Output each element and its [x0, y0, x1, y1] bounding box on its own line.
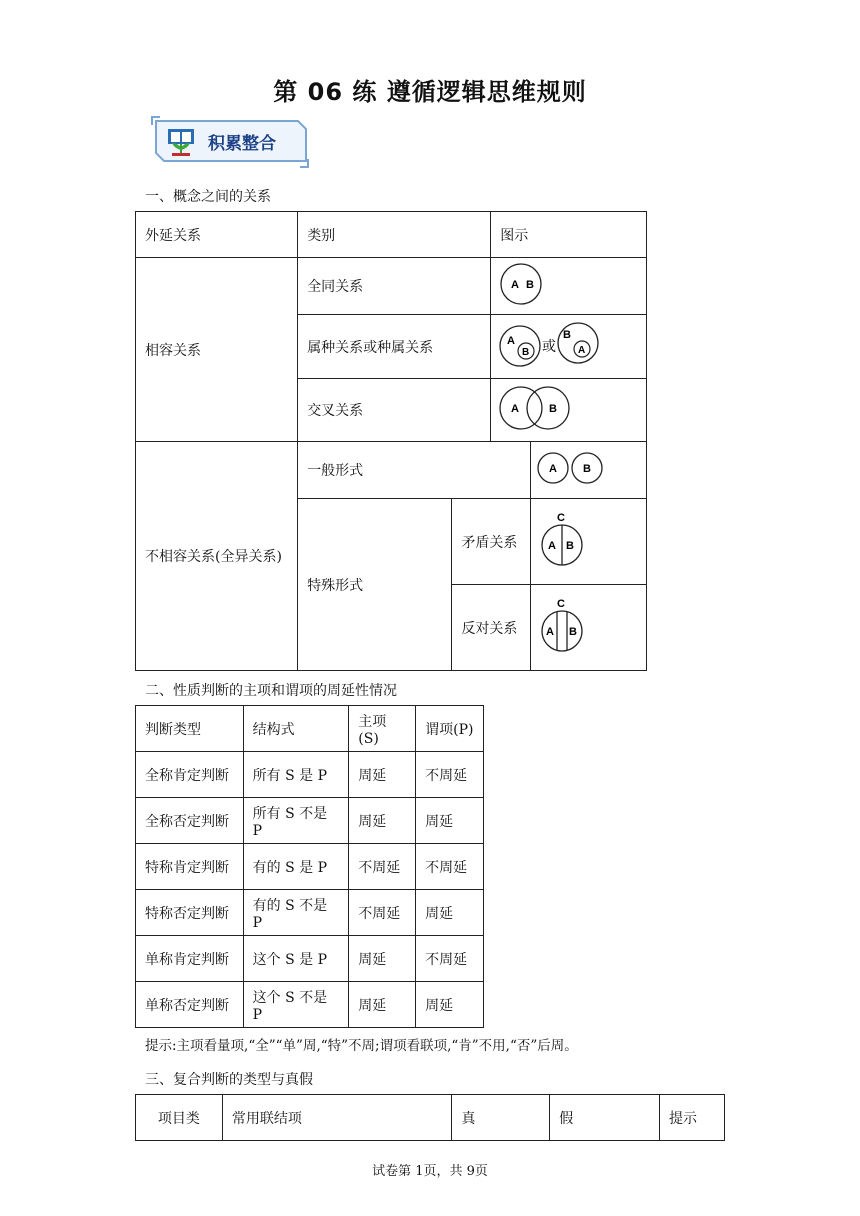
table-row	[136, 936, 484, 982]
section-badge	[150, 115, 310, 169]
page-title: 第 06 练 遵循逻辑思维规则	[273, 78, 587, 106]
svg-text:A: A	[507, 334, 516, 347]
cell: 所有 S 是 P	[243, 752, 349, 798]
cross-cell: 交叉关系	[298, 379, 491, 442]
table-row	[136, 982, 484, 1028]
cell: 周延	[349, 936, 416, 982]
cell: 全称否定判断	[136, 798, 244, 844]
cell: 不周延	[349, 890, 416, 936]
svg-text:A: A	[549, 463, 558, 475]
svg-text:B: B	[526, 279, 535, 291]
cell: 周延	[349, 752, 416, 798]
genus-cell: 属种关系或种属关系	[298, 315, 491, 379]
cell: 周延	[349, 982, 416, 1028]
cell: 单称肯定判断	[136, 936, 244, 982]
table-row	[136, 890, 484, 936]
cell: 有的 S 不是 P	[243, 890, 349, 936]
svg-text:C: C	[557, 511, 566, 524]
identical-diagram	[491, 258, 647, 315]
header-cell: 主项(S)	[349, 706, 416, 752]
svg-text:A: A	[548, 539, 557, 552]
table-row	[136, 798, 484, 844]
identical-cell: 全同关系	[298, 258, 491, 315]
svg-text:B: B	[563, 328, 572, 341]
header-cell: 类别	[298, 212, 491, 258]
cell: 这个 S 不是 P	[243, 982, 349, 1028]
header-cell: 真	[452, 1095, 550, 1141]
cell: 有的 S 是 P	[243, 844, 349, 890]
cell: 这个 S 是 P	[243, 936, 349, 982]
header-cell: 外延关系	[136, 212, 298, 258]
cell: 周延	[416, 890, 484, 936]
contradictory-diagram	[531, 499, 647, 585]
page-footer: 试卷第 1页，共 9页	[372, 1164, 488, 1179]
cross-diagram	[491, 379, 647, 442]
svg-text:A: A	[546, 625, 555, 638]
distribution-table	[135, 705, 484, 1028]
svg-text:或: 或	[542, 337, 557, 354]
cell: 全称肯定判断	[136, 752, 244, 798]
table-row	[136, 844, 484, 890]
cell: 不周延	[416, 844, 484, 890]
cell: 所有 S 不是 P	[243, 798, 349, 844]
svg-text:A: A	[511, 403, 520, 415]
contrary-cell: 反对关系	[452, 585, 531, 671]
header-cell: 项目类	[136, 1095, 223, 1141]
section2-heading: 二、性质判断的主项和谓项的周延性情况	[145, 683, 397, 699]
header-cell: 结构式	[243, 706, 349, 752]
section1-heading: 一、概念之间的关系	[145, 189, 271, 205]
header-cell: 谓项(P)	[416, 706, 484, 752]
header-cell: 判断类型	[136, 706, 244, 752]
header-cell: 假	[550, 1095, 660, 1141]
header-cell: 常用联结项	[222, 1095, 452, 1141]
table-row	[136, 752, 484, 798]
genus-diagram	[491, 315, 647, 379]
tip-text: 提示:主项看量项,“全”“单”周,“特”不周;谓项看联项,“肯”不用,“否”后周。	[145, 1038, 578, 1054]
cell: 周延	[349, 798, 416, 844]
svg-text:B: B	[566, 539, 575, 552]
compatible-cell: 相容关系	[136, 258, 298, 442]
incompatible-cell: 不相容关系(全异关系)	[136, 442, 298, 671]
cell: 特称肯定判断	[136, 844, 244, 890]
general-diagram	[531, 442, 647, 499]
svg-text:A: A	[578, 344, 586, 356]
cell: 周延	[416, 798, 484, 844]
contradictory-cell: 矛盾关系	[452, 499, 531, 585]
svg-text:B: B	[569, 625, 578, 638]
cell: 不周延	[416, 752, 484, 798]
general-cell: 一般形式	[298, 442, 531, 499]
badge-label: 积累整合	[208, 134, 276, 154]
compound-judgment-table	[135, 1094, 725, 1141]
concept-relations-table	[135, 211, 647, 671]
cell: 单称否定判断	[136, 982, 244, 1028]
special-cell: 特殊形式	[298, 499, 452, 671]
section3-heading: 三、复合判断的类型与真假	[145, 1072, 313, 1088]
svg-text:B: B	[522, 346, 530, 358]
cell: 不周延	[416, 936, 484, 982]
header-cell: 图示	[491, 212, 647, 258]
cell: 不周延	[349, 844, 416, 890]
svg-text:B: B	[549, 403, 558, 415]
svg-text:B: B	[583, 463, 592, 475]
svg-text:C: C	[557, 597, 566, 610]
svg-text:A: A	[511, 279, 520, 291]
cell: 周延	[416, 982, 484, 1028]
contrary-diagram	[531, 585, 647, 671]
cell: 特称否定判断	[136, 890, 244, 936]
header-cell: 提示	[660, 1095, 725, 1141]
